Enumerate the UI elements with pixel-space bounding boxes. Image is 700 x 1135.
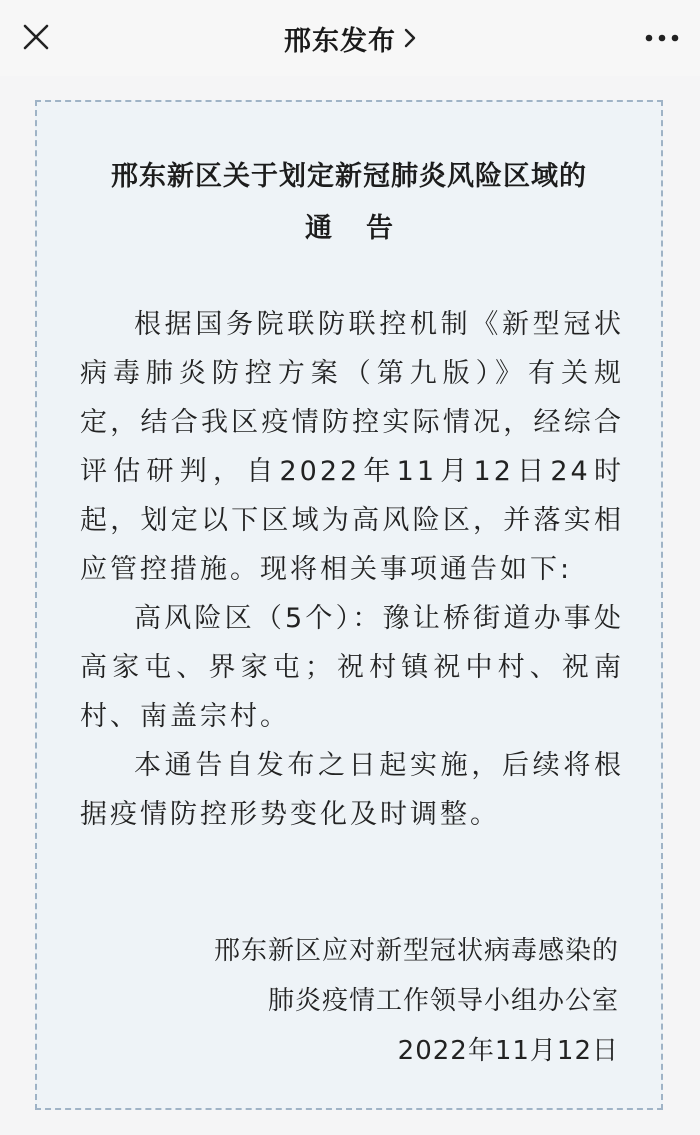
- account-title-link[interactable]: [284, 19, 416, 58]
- notice-paragraph: 本通告自发布之日起实施，后续将根据疫情防控形势变化及时调整。: [80, 750, 624, 830]
- notice-card: [35, 100, 663, 1110]
- signature-date: 2022年11月12日: [397, 1036, 619, 1066]
- chevron-right-icon: [404, 28, 416, 48]
- close-icon: [23, 24, 49, 50]
- top-bar: [0, 0, 700, 76]
- signature-org-line1: 邢东新区应对新型冠状病毒感染的: [213, 936, 619, 966]
- more-icon: [645, 34, 679, 42]
- more-button[interactable]: [640, 18, 684, 58]
- close-button[interactable]: [14, 15, 58, 59]
- notice-paragraph: 根据国务院联防联控机制《新型冠状病毒肺炎防控方案（第九版）》有关规定，结合我区疫情防控实际情况，经综合评估研判，自2022年11月12日24时起，划定以下区域为高风险区，并落实相应管控措施。现将相关事项通告如下:: [80, 309, 624, 585]
- notice-title: 邢东新区关于划定新冠肺炎风险区域的: [111, 161, 587, 192]
- notice-body: [80, 300, 624, 839]
- notice-title-subtitle: 通告: [305, 213, 427, 244]
- page-title: 邢东发布: [284, 25, 396, 57]
- notice-paragraph: 高风险区（5个）：豫让桥街道办事处高家屯、界家屯；祝村镇祝中村、祝南村、南盖宗村。: [80, 603, 624, 732]
- signature-org-line2: 肺炎疫情工作领导小组办公室: [267, 986, 619, 1016]
